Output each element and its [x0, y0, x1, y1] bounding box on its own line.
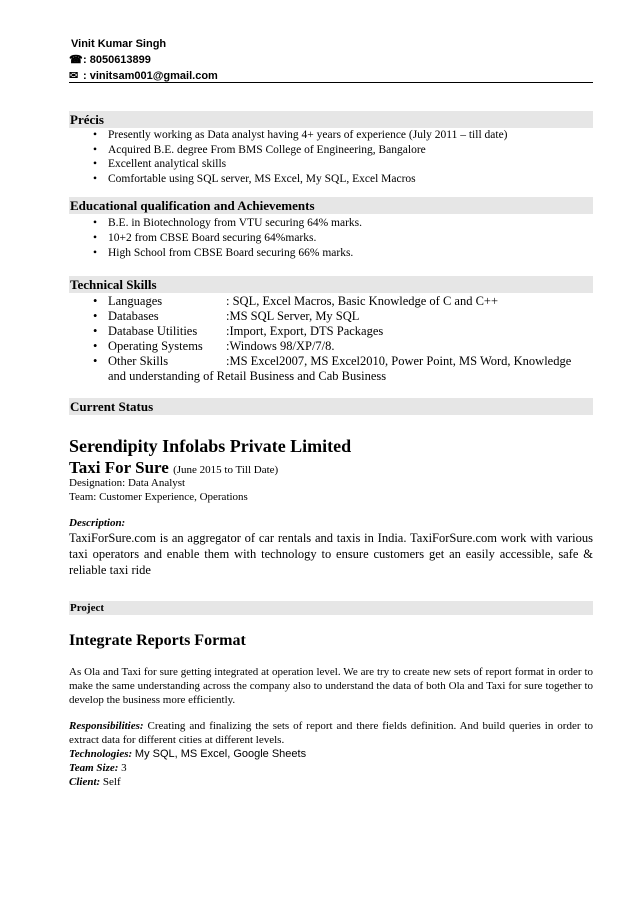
client-value: Self [102, 776, 121, 788]
skill-value: :Import, Export, DTS Packages [226, 324, 384, 338]
precis-list [93, 128, 593, 186]
skills-list [93, 294, 593, 384]
responsibilities-label: Responsibilities: [69, 720, 144, 732]
list-item [93, 324, 593, 339]
contact-header [69, 36, 593, 84]
project-team-size [69, 761, 593, 775]
project-technologies [69, 747, 593, 761]
skill-value: :MS Excel2007, MS Excel2010, Power Point, MS Word, Knowledge [226, 354, 572, 368]
section-bar-education: Educational qualification and Achievements [69, 197, 593, 214]
employment-dates: (June 2015 to Till Date) [173, 464, 279, 476]
responsibilities-text: Creating and finalizing the sets of report and there fields definition. And build queries in order to extract data for different cities at different levels. [69, 720, 594, 746]
skill-value-continuation: and understanding of Retail Business and Cab Business [108, 369, 387, 383]
list-item: • Acquired B.E. degree From BMS College of Engineering, Bangalore [93, 143, 593, 158]
section-bar-precis: Précis [69, 111, 593, 128]
section-bar-current-status: Current Status [69, 398, 593, 415]
skill-value: :MS SQL Server, My SQL [226, 309, 360, 323]
product-name: Taxi For Sure [69, 458, 169, 477]
project-summary: As Ola and Taxi for sure getting integrated at operation level. We are try to create new sets of report format in order to make the same understanding across the company also to understand the data of both Ola and Taxi for sure together to develop the business more efficiently. [69, 666, 593, 706]
header-divider [69, 82, 593, 83]
envelope-icon: ✉ [69, 70, 79, 82]
technologies-text: My SQL, MS Excel, Google Sheets [134, 748, 307, 760]
list-item [93, 294, 593, 309]
client-label: Client: [69, 776, 101, 788]
skill-key: Databases [108, 309, 159, 323]
list-item [93, 354, 593, 384]
section-bar-technical-skills: Technical Skills [69, 276, 593, 293]
skill-key: Languages [108, 294, 163, 308]
skill-key: Other Skills [108, 354, 169, 368]
team-size-value: 3 [121, 762, 127, 774]
skill-key: Operating Systems [108, 339, 203, 353]
phone-icon: ☎ [69, 54, 83, 66]
description-text: TaxiForSure.com is an aggregator of car rentals and taxis in India. TaxiForSure.com work with various taxi operators and enable them with technology to ensure customers get an easily accessible, safe & reliable taxi ride [69, 531, 593, 577]
email-address: : vinitsam001@gmail.com [83, 70, 218, 82]
project-responsibilities [69, 719, 593, 747]
phone-number: : 8050613899 [83, 54, 151, 66]
designation: Designation: Data Analyst [69, 477, 186, 489]
technologies-label: Technologies: [69, 748, 133, 760]
list-item [93, 339, 593, 354]
team-size-label: Team Size: [69, 762, 119, 774]
skill-key: Database Utilities [108, 324, 198, 338]
project-title: Integrate Reports Format [69, 632, 246, 649]
section-bar-project: Project [69, 601, 593, 615]
company-name: Serendipity Infolabs Private Limited [69, 436, 352, 456]
education-list [93, 216, 593, 261]
description-label: Description: [69, 517, 126, 529]
project-client [69, 775, 593, 789]
list-item: • 10+2 from CBSE Board securing 64%marks. [93, 231, 593, 246]
list-item: • High School from CBSE Board securing 66% marks. [93, 246, 593, 261]
list-item: • B.E. in Biotechnology from VTU securing 64% marks. [93, 216, 593, 231]
team: Team: Customer Experience, Operations [69, 491, 248, 503]
list-item: • Comfortable using SQL server, MS Excel, My SQL, Excel Macros [93, 172, 593, 187]
skill-value: :Windows 98/XP/7/8. [226, 339, 335, 353]
skill-value: : SQL, Excel Macros, Basic Knowledge of C and C++ [226, 294, 499, 308]
list-item [93, 309, 593, 324]
list-item: • Excellent analytical skills [93, 157, 593, 172]
candidate-name: Vinit Kumar Singh [71, 38, 167, 50]
list-item: • Presently working as Data analyst having 4+ years of experience (July 2011 – till date) [93, 128, 593, 143]
